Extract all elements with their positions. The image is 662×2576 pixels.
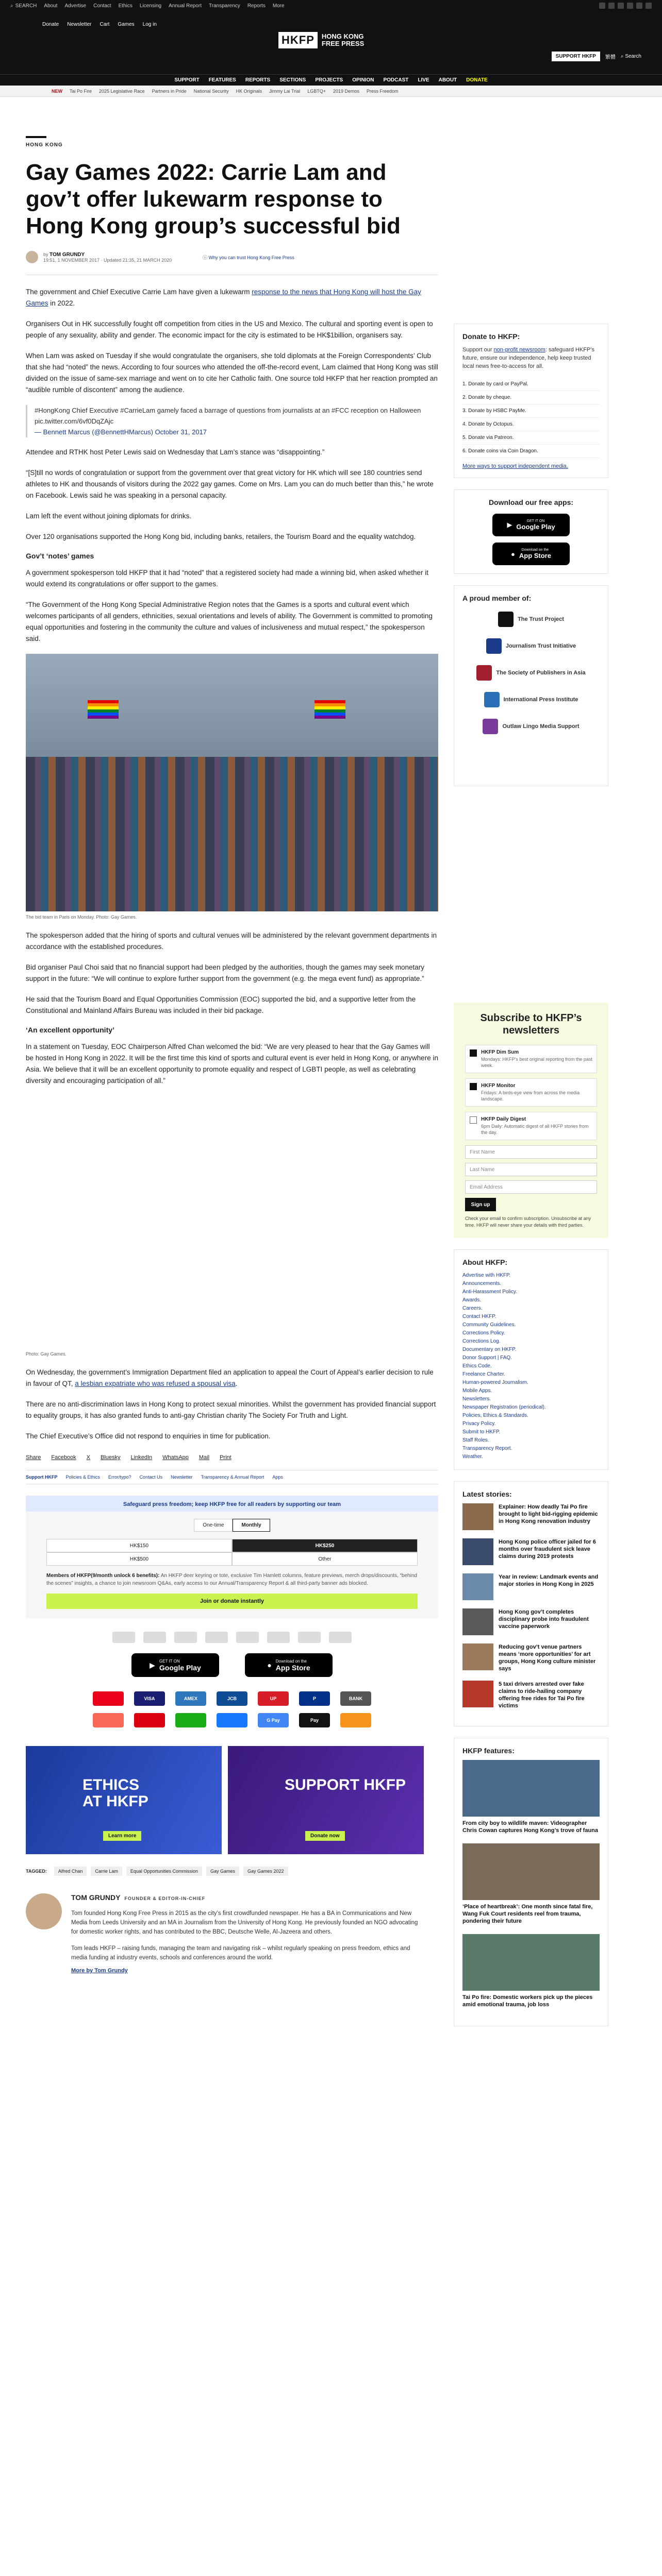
trending-link[interactable]: 2025 Legislative Race	[99, 88, 145, 94]
gpay-icon: G Pay	[258, 1713, 289, 1727]
section-rule	[26, 136, 46, 138]
topbar-about[interactable]: About	[44, 3, 58, 9]
app-store-row	[26, 1653, 438, 1677]
instagram-icon[interactable]	[618, 3, 624, 9]
donate-method[interactable]: 6. Donate coins via Coin Dragon.	[462, 445, 600, 458]
tweet-meta[interactable]: — Bennett Marcus (@BennettHMarcus) October 31, 2017	[35, 428, 207, 436]
monthly-option[interactable]: Monthly	[233, 1519, 270, 1532]
search-icon: ⌕	[620, 54, 624, 59]
x-icon[interactable]	[608, 3, 615, 9]
newsletter-option[interactable]: HKFP Daily Digest 6pm Daily: Automatic digest of all HKFP stories from the day.	[465, 1112, 597, 1140]
donate-box-heading: Safeguard press freedom; keep HKFP free for all readers by supporting our team	[26, 1497, 438, 1512]
article-photo-bid-team	[26, 654, 438, 911]
feature-story[interactable]: ‘Place of heartbreak’: One month since fatal fire, Wang Fuk Court residents reel from trauma, pondering their future	[462, 1843, 600, 1925]
tweet-text: #HongKong Chief Executive #CarrieLam gamely faced a barrage of questions from journalists at an #FCC reception on Halloween pic.twitter.com/6vf0DqZAjc	[35, 406, 421, 425]
topbar-ethics[interactable]: Ethics	[118, 3, 133, 9]
trending-link[interactable]: National Security	[193, 88, 229, 94]
author-role: FOUNDER & EDITOR-IN-CHIEF	[124, 1896, 206, 1901]
more-by-author-link[interactable]: More by Tom Grundy	[71, 1968, 128, 1974]
paragraph: Bid organiser Paul Choi said that no financial support had been pledged by the authorities, though the games may seek monetary support in the future: “We will continue to explore further support from the government (e.g. the mega event fund) as appropriate.”	[26, 963, 424, 982]
topbar-transparency[interactable]: Transparency	[209, 3, 240, 9]
payme-icon	[134, 1713, 165, 1727]
checkbox-checked[interactable]	[470, 1049, 477, 1057]
facebook-icon[interactable]	[599, 3, 605, 9]
newsletter-note: Check your email to confirm subscription. Unsubscribe at any time. HKFP will never share your details with third parties.	[465, 1216, 591, 1228]
card-icon	[329, 1632, 352, 1643]
latest-stories-card	[454, 1481, 608, 1726]
frequency-toggle	[46, 1519, 418, 1532]
feature-story[interactable]: Tai Po fire: Domestic workers pick up the pieces amid emotional trauma, job loss	[462, 1934, 600, 2008]
share-x[interactable]: X	[86, 1454, 91, 1461]
support-link[interactable]: Policies & Ethics	[65, 1475, 101, 1480]
author-bio: Tom founded Hong Kong Free Press in 2015 as the city’s first crowdfunded newspaper. He has a BA in Communications and New Media from Leeds University and an MA in Journalism from the University of Hong Kong. He previously founded an NGO advocating for domestic worker rights, and has contributed to the BBC, Deutsche Welle, Al-Jazeera and others.	[71, 1910, 418, 1935]
topbar-advertise[interactable]: Advertise	[64, 3, 87, 9]
author-box-name[interactable]: TOM GRUNDY	[71, 1893, 121, 1902]
card-icon	[298, 1632, 321, 1643]
play-icon: ▶	[150, 1660, 155, 1669]
newsletter-signup	[454, 1003, 608, 1238]
alipay-icon	[217, 1713, 247, 1727]
trending-link[interactable]: Partners in Pride	[152, 88, 187, 94]
ethics-promo-button[interactable]: Learn more	[103, 1831, 141, 1841]
payment-icons-row-1	[26, 1632, 438, 1643]
author-bio: Tom leads HKFP – raising funds, managing the team and navigating risk – whilst regularly speaking on press freedom, ethics and media funding at industry events, schools and conferences around the world.	[71, 1945, 410, 1961]
crypto-icon	[340, 1713, 371, 1727]
topbar-contact[interactable]: Contact	[93, 3, 111, 9]
share-bar	[26, 1454, 438, 1461]
info-icon: ⓘ	[203, 255, 208, 260]
paragraph: The government and Chief Executive Carrie Lam have given a lukewarm response to the news that Hong Kong will host the Gay Games in 2022.	[26, 288, 421, 307]
about-link[interactable]: Donor Support | FAQ.	[462, 1355, 512, 1361]
paragraph: On Wednesday, the government’s Immigration Department filed an application to appeal the Court of Appeal’s earlier decision to rule in favour of QT, a lesbian expatriate who was refused a spousal visa.	[26, 1368, 434, 1387]
about-link[interactable]: Community Guidelines.	[462, 1322, 516, 1328]
sidebar	[454, 97, 608, 2026]
amount-option-other[interactable]: Other	[232, 1552, 418, 1566]
nav-opinion[interactable]: OPINION	[352, 77, 374, 83]
inline-link[interactable]: a lesbian expatriate who was refused a spousal visa	[75, 1380, 236, 1387]
play-icon: ▶	[507, 521, 512, 529]
ipi-icon	[484, 692, 500, 707]
member-logo[interactable]: Journalism Trust Initiative	[486, 638, 576, 654]
paragraph: Over 120 organisations supported the Hong Kong bid, including banks, retailers, the Tourism Board and the equality watchdog.	[26, 533, 416, 540]
join-donate-button[interactable]: Join or donate instantly	[46, 1594, 418, 1609]
about-link[interactable]: Awards.	[462, 1297, 481, 1303]
subheading: Gov’t ‘notes’ games	[26, 552, 94, 560]
patreon-icon	[93, 1713, 124, 1727]
logo-mark: HKFP	[278, 32, 318, 48]
member-card-title: A proud member of:	[462, 594, 532, 602]
story-thumbnail	[462, 1643, 493, 1670]
apple-icon: ●	[267, 1661, 272, 1669]
nav-reports[interactable]: REPORTS	[245, 77, 271, 83]
paragraph: “The Government of the Hong Kong Special Administrative Region notes that the Games is a sports and cultural event which welcomes participants of all genders, ethnicities, sexual orientations and levels of ability. The Government is committed to promoting equal opportunities and fostering in the community the culture and values of inclusiveness and mutual respect,” the spokesperson said.	[26, 601, 433, 642]
card-icon	[205, 1632, 228, 1643]
story-thumbnail	[462, 1538, 493, 1565]
donate-method[interactable]: 2. Donate by cheque.	[462, 391, 600, 404]
about-card	[454, 1249, 608, 1470]
trust-link[interactable]: ⓘ Why you can trust Hong Kong Free Press	[203, 255, 294, 260]
byline: by TOM GRUNDY 19:51, 1 NOVEMBER 2017 · Updated 21:35, 21 MARCH 2020 ⓘ Why you can trust Hong Kong Free Press	[26, 251, 438, 263]
nav-donate[interactable]: DONATE	[466, 77, 488, 83]
language-switch[interactable]: 繁體	[605, 55, 616, 60]
tag-chip[interactable]: Alfred Chan	[54, 1867, 87, 1876]
sopa-icon	[476, 665, 492, 681]
paragraph: In a statement on Tuesday, EOC Chairperson Alfred Chan welcomed the bid: “We are very pleased to hear that the Gay Games will be hosted in Hong Kong in 2022. It will be the first time this kind of sports and cultural event is ever held in Hong Kong, or anywhere in Asia. We believe that it will be an excellent opportunity to promote equality and respect of LGBTI people, as well as celebrating diversity and encouraging participation of all.”	[26, 1043, 438, 1084]
site-logo[interactable]	[278, 32, 364, 48]
trending-link[interactable]: HK Originals	[236, 88, 262, 94]
header-link-donate[interactable]: Donate	[42, 22, 59, 27]
latest-story[interactable]: 5 taxi drivers arrested over fake claims to ride-hailing company offering free rides for Tai Po fire victims	[462, 1681, 600, 1709]
share-linkedin[interactable]: LinkedIn	[130, 1454, 153, 1461]
about-card-title: About HKFP:	[462, 1258, 508, 1266]
story-thumbnail	[462, 1503, 493, 1530]
jcb-icon: JCB	[217, 1691, 247, 1706]
features-title: HKFP features:	[462, 1747, 515, 1755]
feature-image	[462, 1934, 600, 1991]
promo-banners	[26, 1746, 438, 1854]
latest-story[interactable]: Explainer: How deadly Tai Po fire brought to light bid-rigging epidemic in Hong Kong renovation industry	[462, 1503, 600, 1530]
app-store-button[interactable]: ● Download on the App Store	[245, 1653, 333, 1677]
donate-card-title: Donate to HKFP:	[462, 332, 520, 341]
mastercard-icon	[93, 1691, 124, 1706]
about-link[interactable]: Transparency Report.	[462, 1446, 512, 1451]
card-icon	[236, 1632, 259, 1643]
inline-link[interactable]: response to the news that Hong Kong will host the Gay Games	[26, 288, 421, 307]
author-name[interactable]: TOM GRUNDY	[49, 251, 85, 258]
search-icon: ⌕	[10, 3, 13, 9]
publish-dates: 19:51, 1 NOVEMBER 2017 · Updated 21:35, 21 MARCH 2020	[43, 257, 172, 263]
unionpay-icon: UP	[258, 1691, 289, 1706]
tagged-label: TAGGED:	[26, 1869, 47, 1874]
about-link[interactable]: Privacy Policy.	[462, 1421, 496, 1427]
photo-caption: Photo: Gay Games.	[26, 1351, 67, 1357]
checkbox-checked[interactable]	[470, 1083, 477, 1090]
about-link[interactable]: Ethics Code.	[462, 1363, 492, 1369]
nav-live[interactable]: LIVE	[418, 77, 429, 83]
amount-options	[46, 1539, 418, 1566]
tag-chip[interactable]: Gay Games	[206, 1867, 239, 1876]
share-label: Share	[26, 1454, 41, 1461]
paragraph: There are no anti-discrimination laws in Hong Kong to protect sexual minorities. Whilst the government has provided financial support to equality groups, it has also granted funds to anti-gay Christian charity The Society For Truth and Light.	[26, 1400, 436, 1419]
about-link[interactable]: Documentary on HKFP.	[462, 1347, 517, 1352]
member-card	[454, 585, 608, 786]
paragraph: Attendee and RTHK host Peter Lewis said on Wednesday that Lam’s stance was “disappointing.”	[26, 448, 325, 456]
author-photo	[26, 1893, 62, 1929]
about-link[interactable]: Corrections Policy.	[462, 1330, 505, 1336]
paragraph: Lam left the event without joining diplomats for drinks.	[26, 512, 192, 520]
features-card	[454, 1738, 608, 2026]
latest-story[interactable]: Reducing gov’t venue partners means ‘more opportunities’ for art groups, Hong Kong culture minister says	[462, 1643, 600, 1672]
tag-list	[26, 1867, 438, 1876]
article	[26, 97, 438, 1974]
donate-box	[26, 1496, 438, 1618]
story-thumbnail	[462, 1573, 493, 1600]
donate-method[interactable]: 5. Donate via Patreon.	[462, 431, 600, 445]
article-photo-gay-games	[26, 1096, 438, 1348]
header-left-links	[42, 22, 157, 27]
about-link[interactable]: Contact HKFP.	[462, 1314, 496, 1319]
membership-benefits: Members of HKFP(9/month unlock 6 benefits): An HKFP deer keyring or tote, exclusive Tim Hamlett columns, feature previews, merch drops/discounts, “behind the scenes” insights, a chance to join newsroom Q&As, early access to our Annual/Transparency Report & all third-party banner ads blocked.	[46, 1573, 417, 1586]
donate-method[interactable]: 4. Donate by Octopus.	[462, 418, 600, 431]
sidebar-app-store-button[interactable]: ● Download on the App Store	[492, 543, 570, 565]
outlaw-icon	[483, 719, 498, 734]
about-links	[462, 1272, 600, 1461]
share-mail[interactable]: Mail	[198, 1454, 210, 1461]
member-logo[interactable]: The Trust Project	[498, 612, 564, 627]
paragraph: The spokesperson added that the hiring of sports and cultural venues will be administered by the relevant government departments in accordance with the established procedures.	[26, 931, 437, 951]
trending-link[interactable]: Press Freedom	[366, 88, 399, 94]
support-hkfp-button[interactable]: SUPPORT HKFP	[552, 52, 600, 61]
trending-bar	[0, 86, 662, 97]
tag-chip[interactable]: Carrie Lam	[91, 1867, 122, 1876]
about-link[interactable]: Newspaper Registration (periodical).	[462, 1404, 546, 1410]
support-link[interactable]: Transparency & Annual Report	[201, 1475, 264, 1480]
trending-link[interactable]: Jimmy Lai Trial	[269, 88, 301, 94]
support-link[interactable]: Newsletter	[171, 1475, 193, 1480]
member-logo[interactable]: International Press Institute	[484, 692, 578, 707]
topbar-more[interactable]: More	[272, 3, 285, 9]
header-right	[552, 52, 641, 61]
payment-logos-grid	[26, 1691, 438, 1727]
wechat-icon	[175, 1713, 206, 1727]
header-link-newsletter[interactable]: Newsletter	[67, 22, 92, 27]
about-link[interactable]: Advertise with HKFP.	[462, 1273, 511, 1278]
support-link[interactable]: Apps	[272, 1475, 283, 1480]
topbar-annual-report[interactable]: Annual Report	[169, 3, 202, 9]
trending-link[interactable]: Tai Po Fire	[70, 88, 92, 94]
trust-project-icon	[498, 612, 514, 627]
nav-support[interactable]: SUPPORT	[174, 77, 200, 83]
nav-sections[interactable]: SECTIONS	[279, 77, 306, 83]
sign-up-button[interactable]: Sign up	[465, 1198, 496, 1211]
nav-features[interactable]: FEATURES	[208, 77, 236, 83]
photo-caption: The bid team in Paris on Monday. Photo: Gay Games.	[26, 914, 137, 920]
more-ways-link[interactable]: More ways to support independent media.	[462, 463, 568, 469]
about-link[interactable]: Newsletters.	[462, 1396, 491, 1402]
support-link[interactable]: Contact Us	[139, 1475, 163, 1480]
newsletter-option[interactable]: HKFP Monitor Fridays: A birds-eye view from across the media landscape.	[465, 1078, 597, 1107]
feature-image	[462, 1760, 600, 1817]
paragraph: A government spokesperson told HKFP that it had “noted” that a registered society had made a winning bid, when asked whether it would extend its congratulations or offer support to the games.	[26, 569, 428, 588]
amount-option[interactable]: HK$150	[46, 1539, 232, 1552]
google-play-button[interactable]: ▶ GET IT ON Google Play	[131, 1653, 219, 1677]
main-nav	[0, 74, 662, 86]
about-link[interactable]: Anti-Harassment Policy.	[462, 1289, 517, 1295]
topbar-licensing[interactable]: Licensing	[139, 3, 162, 9]
visa-icon: VISA	[134, 1691, 165, 1706]
latest-story[interactable]: Hong Kong police officer jailed for 6 months over fraudulent sick leave claims during 2019 protests	[462, 1538, 600, 1565]
header-link-games[interactable]: Games	[118, 22, 135, 27]
email-input[interactable]: Email Address	[465, 1180, 597, 1194]
support-links	[26, 1470, 438, 1484]
about-link[interactable]: Human-powered Journalism.	[462, 1380, 528, 1385]
card-icon	[143, 1632, 166, 1643]
trending-link[interactable]: LGBTQ+	[307, 88, 326, 94]
one-time-option[interactable]: One-time	[194, 1519, 233, 1532]
jti-icon	[486, 638, 502, 654]
donate-methods	[462, 378, 600, 458]
newsletter-title: Subscribe to HKFP’s newsletters	[480, 1012, 582, 1036]
linkedin-icon[interactable]	[636, 3, 642, 9]
topbar-reports[interactable]: Reports	[247, 3, 266, 9]
subheading: ‘An excellent opportunity’	[26, 1026, 114, 1034]
search-link[interactable]: ⌕ SEARCH	[10, 3, 37, 9]
rainbow-flag	[315, 700, 345, 719]
sidebar-google-play-button[interactable]: ▶ GET IT ON Google Play	[492, 514, 570, 536]
support-promo-button[interactable]: Donate now	[305, 1831, 345, 1841]
about-link[interactable]: Policies, Ethics & Standards.	[462, 1413, 528, 1418]
about-link[interactable]: Corrections Log.	[462, 1338, 501, 1344]
tag-chip[interactable]: Equal Opportunities Commission	[126, 1867, 202, 1876]
header-link-cart[interactable]: Cart	[100, 22, 110, 27]
tag-chip[interactable]: Gay Games 2022	[243, 1867, 288, 1876]
paragraph: The Chief Executive’s Office did not respond to enquiries in time for publication.	[26, 1432, 271, 1440]
logo-line-1: HONG KONG	[321, 32, 364, 40]
feature-image	[462, 1843, 600, 1900]
card-icon	[112, 1632, 135, 1643]
nonprofit-link[interactable]: non-profit newsroom	[493, 347, 545, 353]
site-header	[0, 11, 662, 74]
nav-projects[interactable]: PROJECTS	[315, 77, 343, 83]
latest-story[interactable]: Year in review: Landmark events and major stories in Hong Kong in 2025	[462, 1573, 600, 1600]
ethics-promo-title: ETHICS AT HKFP	[82, 1776, 148, 1810]
section-label[interactable]: HONG KONG	[26, 142, 63, 148]
youtube-icon[interactable]	[627, 3, 633, 9]
share-whatsapp[interactable]: WhatsApp	[162, 1454, 189, 1461]
paragraph: “[S]till no words of congratulation or support from the government over that great victory for HK which will see 180 countries send athletes to HK and thousands of visitors during the 2022 gay games. Come on Mrs. Lam you can do much better than this,” he wrote on Facebook. Lewis said he was speaking in a personal capacity.	[26, 469, 434, 499]
about-link[interactable]: Staff Roles.	[462, 1437, 489, 1443]
apple-icon: ●	[511, 550, 515, 558]
paragraph: When Lam was asked on Tuesday if she would congratulate the organisers, she told diplomats at the Foreign Correspondents’ Club that she had “noted” the news. According to four sources who attended the off-the-record event, Lam claimed that Hong Kong was still divided on the issue of same-sex marriage and went on to cite her Catholic faith. One source told HKFP that her reaction prompted an “audible rumble of discontent” among the audience.	[26, 352, 438, 394]
author-box	[26, 1893, 438, 1974]
share-print[interactable]: Print	[220, 1454, 231, 1461]
member-logo[interactable]: The Society of Publishers in Asia	[476, 665, 585, 681]
logo-line-2: FREE PRESS	[321, 40, 365, 47]
author-avatar	[26, 251, 38, 263]
new-badge: NEW	[52, 88, 62, 94]
first-name-input[interactable]: First Name	[465, 1145, 597, 1159]
support-link[interactable]: Error/typo?	[108, 1475, 131, 1480]
rainbow-flag	[88, 700, 119, 719]
support-promo-title: SUPPORT HKFP	[285, 1776, 406, 1793]
about-link[interactable]: Careers.	[462, 1306, 483, 1311]
social-icons	[599, 3, 652, 9]
about-link[interactable]: Mobile Apps.	[462, 1388, 492, 1394]
embedded-tweet[interactable]	[26, 405, 438, 437]
donate-method[interactable]: 3. Donate by HSBC PayMe.	[462, 404, 600, 418]
amount-option-selected[interactable]: HK$250	[232, 1539, 418, 1552]
donate-card: Donate to HKFP: Support our non-profit newsroom: safeguard HKFP’s future, ensure our independence, help keep trusted local news free-to-access for all. 1. Donate by card or PayPal. 2. Donate by cheque. 3. Donate by HSBC PayMe. 4. Donate by Octopus. 5. Donate via Patreon. 6. Donate coins via Coin Dragon. More ways to support independent media.	[454, 324, 608, 478]
story-thumbnail	[462, 1681, 493, 1707]
support-promo[interactable]	[228, 1746, 424, 1854]
nav-about[interactable]: ABOUT	[438, 77, 457, 83]
card-icon	[267, 1632, 290, 1643]
rss-icon[interactable]	[646, 3, 652, 9]
paragraph: Organisers Out in HK successfully fought off competition from cities in the US and Mexico. The cultural and sporting event is open to people of any sexuality, ability and gender. The economic impact for the city is estimated to be HK$1billion, organisers say.	[26, 320, 433, 339]
trending-link[interactable]: 2019 Demos	[333, 88, 359, 94]
paragraph: He said that the Tourism Board and Equal Opportunities Commission (EOC) supported the bid, and a supportive letter from the Constitutional and Mainland Affairs Bureau was included in their bid package.	[26, 995, 416, 1014]
about-link[interactable]: Freelance Charter.	[462, 1371, 505, 1377]
bank-icon: BANK	[340, 1691, 371, 1706]
nav-podcast[interactable]: PODCAST	[383, 77, 409, 83]
article-title: Gay Games 2022: Carrie Lam and gov’t offer lukewarm response to Hong Kong group’s successful bid	[26, 160, 401, 239]
paypal-icon: P	[299, 1691, 330, 1706]
feature-story[interactable]: From city boy to wildlife maven: Videographer Chris Cowan captures Hong Kong’s trove of fauna	[462, 1760, 600, 1834]
story-thumbnail	[462, 1608, 493, 1635]
header-search-button[interactable]: ⌕ Search	[620, 54, 641, 59]
about-link[interactable]: Submit to HKFP.	[462, 1429, 501, 1435]
checkbox[interactable]	[470, 1116, 477, 1124]
header-link-login[interactable]: Log in	[142, 22, 157, 27]
top-utility-bar	[0, 0, 662, 11]
apps-card	[454, 489, 608, 574]
last-name-input[interactable]: Last Name	[465, 1163, 597, 1176]
about-link[interactable]: Announcements.	[462, 1281, 502, 1286]
latest-title: Latest stories:	[462, 1490, 512, 1498]
card-icon	[174, 1632, 197, 1643]
amex-icon: AMEX	[175, 1691, 206, 1706]
share-facebook[interactable]: Facebook	[51, 1454, 76, 1461]
about-link[interactable]: Weather.	[462, 1454, 483, 1460]
member-logo[interactable]: Outlaw Lingo Media Support	[483, 719, 579, 734]
donate-method[interactable]: 1. Donate by card or PayPal.	[462, 378, 600, 391]
share-bluesky[interactable]: Bluesky	[101, 1454, 121, 1461]
apps-card-title: Download our free apps:	[488, 498, 574, 506]
latest-story[interactable]: Hong Kong gov’t completes disciplinary probe into fraudulent vaccine paperwork	[462, 1608, 600, 1635]
ethics-promo[interactable]	[26, 1746, 222, 1854]
amount-option[interactable]: HK$500	[46, 1552, 232, 1566]
newsletter-option[interactable]: HKFP Dim Sum Mondays: HKFP’s best original reporting from the past week.	[465, 1045, 597, 1073]
support-hkfp-link[interactable]: Support HKFP	[26, 1475, 58, 1480]
applepay-icon: Pay	[299, 1713, 330, 1727]
